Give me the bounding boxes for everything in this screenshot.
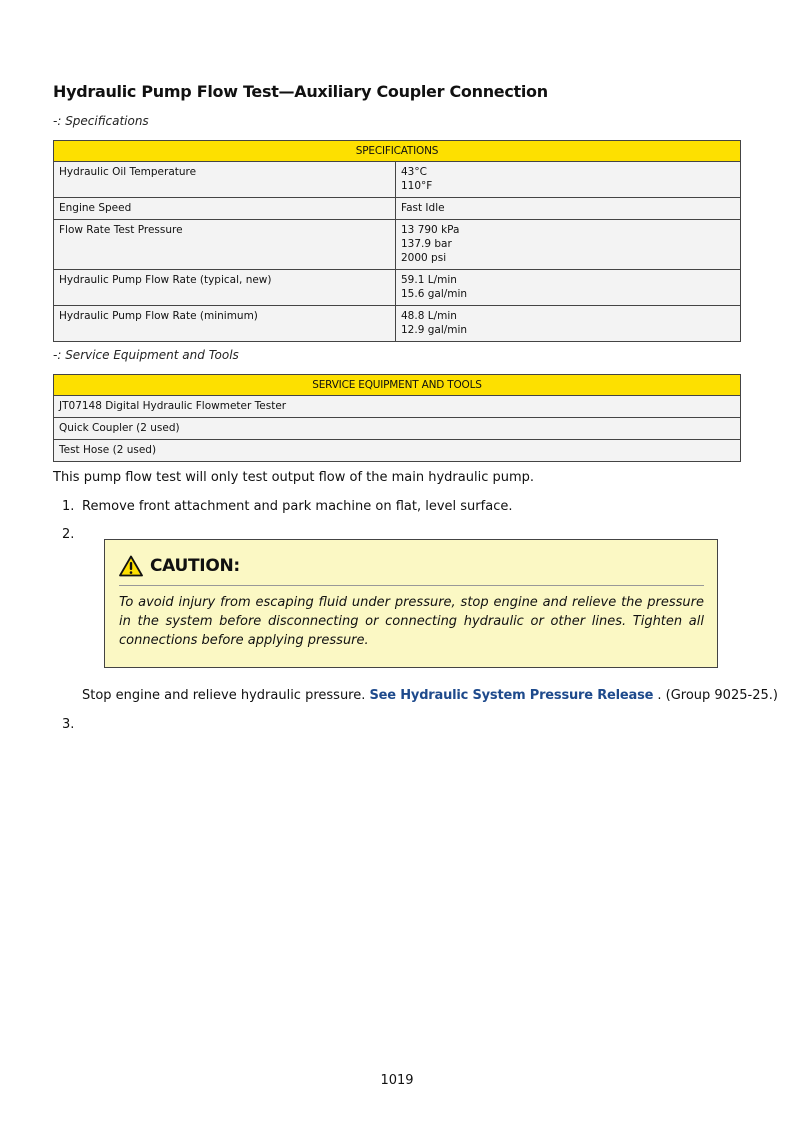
table-row bbox=[54, 418, 741, 440]
caution-divider bbox=[119, 585, 704, 586]
table-row bbox=[54, 270, 741, 306]
spec-value bbox=[396, 306, 741, 342]
spec-value-line: 137.9 bar bbox=[401, 238, 452, 250]
tools-header: SERVICE EQUIPMENT AND TOOLS bbox=[54, 375, 741, 396]
table-row bbox=[54, 306, 741, 342]
group-reference: . (Group 9025-25.) bbox=[653, 688, 778, 703]
tool-item: Quick Coupler (2 used) bbox=[54, 418, 741, 440]
specifications-table bbox=[53, 140, 741, 342]
step-text: Remove front attachment and park machine on flat, level surface. bbox=[82, 499, 513, 514]
caution-text: To avoid injury from escaping fluid under pressure, stop engine and relieve the pressure in the system before disconnecting or connecting hydraulic or other lines. Tighten all connections before applying pressure. bbox=[119, 595, 704, 648]
spec-label: Engine Speed bbox=[54, 198, 396, 220]
spec-value-line: 2000 psi bbox=[401, 252, 447, 264]
specifications-caption: -: Specifications bbox=[53, 114, 149, 128]
table-row bbox=[54, 198, 741, 220]
page-number: 1019 bbox=[380, 1073, 414, 1088]
spec-value-line: 13 790 kPa bbox=[401, 224, 460, 236]
caution-label: CAUTION: bbox=[150, 556, 240, 576]
pressure-release-link[interactable]: See Hydraulic System Pressure Release bbox=[369, 688, 654, 703]
spec-value-line: 43°C bbox=[401, 166, 427, 178]
step-number: 1. bbox=[62, 499, 75, 514]
caution-box bbox=[104, 539, 718, 668]
intro-paragraph: This pump flow test will only test output flow of the main hydraulic pump. bbox=[53, 470, 535, 485]
warning-triangle-icon bbox=[119, 555, 143, 577]
table-row bbox=[54, 220, 741, 270]
table-row bbox=[54, 162, 741, 198]
caution-header bbox=[119, 553, 240, 579]
page-title: Hydraulic Pump Flow Test—Auxiliary Coupler Connection bbox=[53, 82, 548, 101]
step-2-text: Stop engine and relieve hydraulic pressure. bbox=[82, 688, 370, 703]
spec-label: Hydraulic Pump Flow Rate (typical, new) bbox=[54, 270, 396, 306]
table-row bbox=[54, 440, 741, 462]
spec-value bbox=[396, 270, 741, 306]
spec-value bbox=[396, 198, 741, 220]
table-row bbox=[54, 396, 741, 418]
specifications-header-row bbox=[54, 141, 741, 162]
spec-value-line: 15.6 gal/min bbox=[401, 288, 468, 300]
tools-table bbox=[53, 374, 741, 462]
spec-value-line: 59.1 L/min bbox=[401, 274, 457, 286]
spec-value-line: 48.8 L/min bbox=[401, 310, 457, 322]
spec-value-line: 12.9 gal/min bbox=[401, 324, 468, 336]
spec-value bbox=[396, 220, 741, 270]
tool-item: Test Hose (2 used) bbox=[54, 440, 741, 462]
spec-value-line: Fast Idle bbox=[401, 202, 445, 214]
specifications-header: SPECIFICATIONS bbox=[54, 141, 741, 162]
step-number: 3. bbox=[62, 717, 75, 732]
spec-label: Hydraulic Pump Flow Rate (minimum) bbox=[54, 306, 396, 342]
step-2-instruction bbox=[82, 688, 778, 703]
spec-value bbox=[396, 162, 741, 198]
step-number: 2. bbox=[62, 527, 75, 542]
tool-item: JT07148 Digital Hydraulic Flowmeter Tester bbox=[54, 396, 741, 418]
spec-value-line: 110°F bbox=[401, 180, 433, 192]
tools-caption: -: Service Equipment and Tools bbox=[53, 348, 239, 362]
spec-label: Flow Rate Test Pressure bbox=[54, 220, 396, 270]
spec-label: Hydraulic Oil Temperature bbox=[54, 162, 396, 198]
tools-header-row bbox=[54, 375, 741, 396]
